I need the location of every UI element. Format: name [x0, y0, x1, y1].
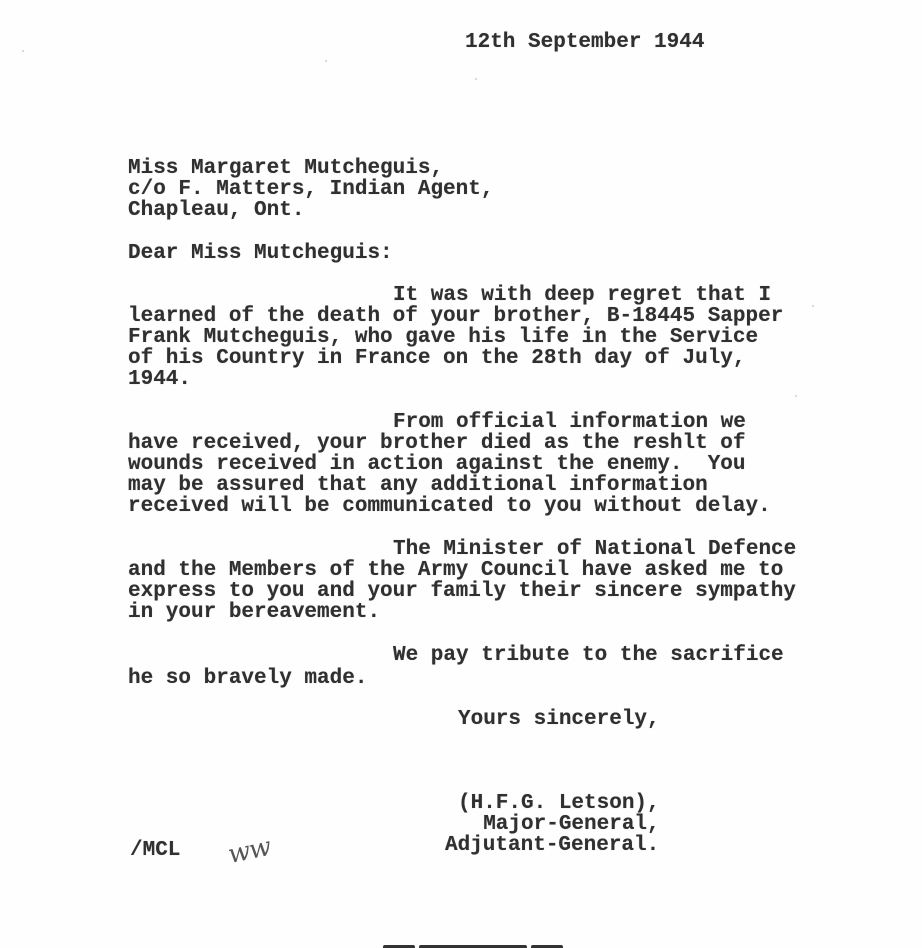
- paragraph-line: express to you and your family their sincere sympathy: [128, 580, 796, 603]
- paper-speck: [475, 78, 477, 80]
- paragraph-line: learned of the death of your brother, B-18445 Sapper: [128, 305, 784, 328]
- paragraph-line: received will be communicated to you without delay.: [128, 495, 771, 518]
- paragraph-1: [128, 285, 783, 390]
- closing-text: Yours sincerely,: [458, 708, 660, 731]
- paragraph-line: It was with deep regret that I: [393, 284, 772, 307]
- paragraph-2: [128, 412, 771, 517]
- signature-block: [445, 793, 660, 856]
- recipient-line: Miss Margaret Mutcheguis,: [128, 157, 444, 180]
- paragraph-line: may be assured that any additional information: [128, 474, 708, 497]
- paragraph-line: We pay tribute to the sacrifice: [393, 644, 784, 667]
- recipient-line: c/o F. Matters, Indian Agent,: [128, 178, 494, 201]
- recipient-line: Chapleau, Ont.: [128, 199, 305, 222]
- reference-initials: /MCL: [130, 839, 181, 862]
- signature-line: (H.F.G. Letson),: [458, 792, 660, 815]
- salutation: [128, 243, 393, 264]
- paragraph-line: and the Members of the Army Council have asked me to: [128, 559, 784, 582]
- closing: [458, 709, 660, 730]
- paragraph-4: [128, 645, 784, 689]
- paragraph-line: Frank Mutcheguis, who gave his life in the Service: [128, 326, 759, 349]
- paragraph-line: of his Country in France on the 28th day of July,: [128, 347, 746, 370]
- paper-speck: [325, 60, 327, 62]
- signature-line: Major-General,: [458, 813, 660, 836]
- salutation-text: Dear Miss Mutcheguis:: [128, 242, 393, 265]
- paper-speck: [795, 395, 797, 397]
- paragraph-3: [128, 539, 796, 623]
- recipient-address: [128, 158, 493, 221]
- paragraph-line: wounds received in action against the enemy. You: [128, 453, 746, 476]
- letter-date: 12th September 1944: [465, 31, 705, 54]
- handwritten-initials: ww: [225, 831, 274, 871]
- paragraph-line: 1944.: [128, 368, 192, 391]
- bottom-tabs: [383, 943, 563, 948]
- paragraph-line: in your bereavement.: [128, 601, 381, 624]
- paper-speck: [22, 50, 24, 52]
- paragraph-line: have received, your brother died as the reshlt of: [128, 432, 746, 455]
- signature-line: Adjutant-General.: [445, 834, 660, 857]
- paragraph-line: From official information we: [393, 411, 746, 434]
- paragraph-line: he so bravely made.: [128, 667, 368, 690]
- paragraph-line: The Minister of National Defence: [393, 538, 797, 561]
- paper-speck: [812, 305, 814, 307]
